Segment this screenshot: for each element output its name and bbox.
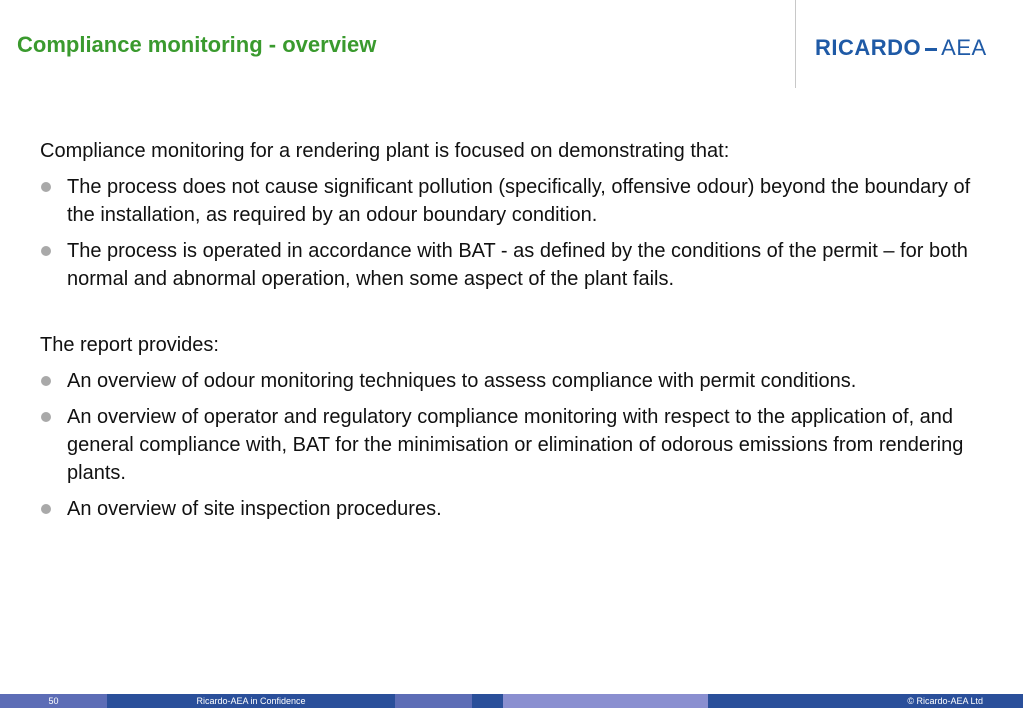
bullet-dot-icon (41, 182, 51, 192)
footer-band-segment (395, 694, 472, 708)
bullet-item (40, 495, 975, 523)
logo-sub-text: AEA (941, 35, 987, 60)
footer-band-segment (503, 694, 708, 708)
bullet-text: An overview of odour monitoring techniques to assess compliance with permit conditions. (67, 370, 857, 392)
section-spacer (40, 301, 975, 331)
bullet-item (40, 173, 975, 229)
footer-band-segment (708, 694, 868, 708)
bullet-list-1 (40, 173, 975, 293)
bullet-dot-icon (41, 412, 51, 422)
intro-paragraph-1: Compliance monitoring for a rendering plant is focused on demonstrating that: (40, 140, 730, 162)
bullet-dot-icon (41, 376, 51, 386)
company-logo (815, 35, 987, 61)
bullet-dot-icon (41, 504, 51, 514)
logo-main-text: RICARDO (815, 35, 922, 60)
bullet-dot-icon (41, 246, 51, 256)
bullet-item (40, 367, 975, 395)
bullet-item (40, 403, 975, 487)
slide-content (40, 137, 975, 531)
slide-footer (0, 694, 1023, 708)
footer-band-segment (472, 694, 503, 708)
confidentiality-label: Ricardo-AEA in Confidence (107, 694, 395, 708)
bullet-text: An overview of operator and regulatory compliance monitoring with respect to the application of, and general compliance with, BAT for the minimisation or elimination of odorous emissions from rendering plants. (67, 406, 964, 484)
logo-dash (925, 48, 937, 51)
slide-title: Compliance monitoring - overview (17, 32, 377, 57)
bullet-text: The process does not cause significant pollution (specifically, offensive odour) beyond the boundary of the installation, as required by an odour boundary condition. (67, 176, 971, 226)
bullet-text: An overview of site inspection procedures. (67, 498, 442, 520)
header-divider (795, 0, 796, 88)
bullet-item (40, 237, 975, 293)
intro-paragraph-2: The report provides: (40, 334, 219, 356)
page-number: 50 (0, 694, 107, 708)
copyright-label: © Ricardo-AEA Ltd (868, 694, 1023, 708)
bullet-text: The process is operated in accordance with BAT - as defined by the conditions of the permit – for both normal and abnormal operation, when some aspect of the plant fails. (67, 240, 968, 290)
bullet-list-2 (40, 367, 975, 523)
